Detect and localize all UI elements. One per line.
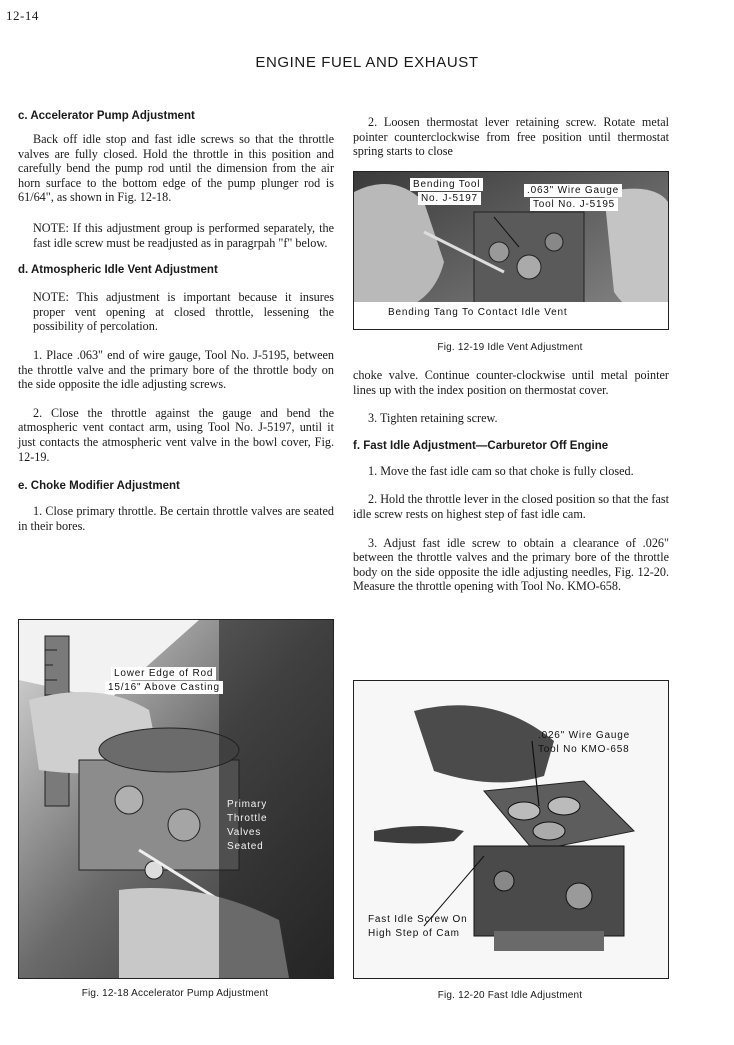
section-e-heading: e. Choke Modifier Adjustment — [18, 480, 180, 493]
fig18-label-above-casting: 15/16" Above Casting — [105, 681, 223, 694]
figure-12-19-photo — [353, 171, 669, 330]
figure-12-18-photo — [18, 619, 334, 979]
fig20-label-tool-number: Tool No KMO-658 — [538, 744, 630, 755]
figure-12-20-photo — [353, 680, 669, 979]
section-f-step-3: 3. Adjust fast idle screw to obtain a clearance of .026" between the throttle valves and the primary bore of the throttle body on the side opposite the idle adjusting needles, Fig. 12-20. Measure the throttle opening with Tool No. KMO-658. — [353, 535, 669, 594]
fig18-label-lower-edge: Lower Edge of Rod — [111, 667, 216, 680]
right-column-bottom — [353, 368, 669, 606]
section-e-step-1: 1. Close primary throttle. Be certain throttle valves are seated in their bores. — [18, 504, 334, 533]
fig18-label-seated: Seated — [227, 841, 264, 852]
right-column-top — [353, 115, 669, 171]
fig19-label-wire-gauge: .063" Wire Gauge — [524, 184, 622, 197]
section-c-note: NOTE: If this adjustment group is performed separately, the fast idle screw must be readjusted as in paragrpah "f" below. — [33, 220, 334, 250]
fig18-label-throttle: Throttle — [227, 813, 268, 824]
fig20-label-high-step: High Step of Cam — [368, 928, 460, 939]
section-f-heading: f. Fast Idle Adjustment—Carburetor Off Engine — [353, 439, 609, 452]
section-f-step-1: 1. Move the fast idle cam so that choke is fully closed. — [368, 463, 634, 478]
section-d-note: NOTE: This adjustment is important because it insures proper vent opening at closed throttle, lessening the possibility of percolation. — [33, 290, 334, 334]
section-d-step-2: 2. Close the throttle against the gauge and bend the atmospheric vent contact arm, using Tool No. J-5197, until it just contacts the atmospheric vent valve in the bowl cover, Fig. 12-19. — [18, 405, 334, 464]
fig19-label-gauge-tool: Tool No. J-5195 — [530, 198, 618, 211]
section-f-step-2: 2. Hold the throttle lever in the closed position so that the fast idle screw rests on highest step of fast idle cam. — [353, 492, 669, 521]
section-e-step-2: 2. Loosen thermostat lever retaining screw. Rotate metal pointer counterclockwise from free position until thermostat spring starts to close — [353, 115, 669, 159]
fig20-label-wire-gauge: .026" Wire Gauge — [538, 730, 630, 741]
fig19-label-bending-tool: Bending Tool — [410, 178, 483, 191]
page-number: 12-14 — [6, 8, 39, 23]
section-e-step-3: 3. Tighten retaining screw. — [368, 411, 498, 426]
section-d-step-1: 1. Place .063" end of wire gauge, Tool No. J-5195, between the throttle valve and the primary bore of the throttle body on the side opposite the idle adjusting screws. — [18, 347, 334, 392]
fig19-label-bending-tang: Bending Tang To Contact Idle Vent — [388, 307, 568, 318]
figure-12-20-caption: Fig. 12-20 Fast Idle Adjustment — [437, 990, 583, 1001]
fig19-label-tool-number: No. J-5197 — [418, 192, 481, 205]
section-c-paragraph: Back off idle stop and fast idle screws so that the throttle valves are fully closed. Hold the throttle in this position and carefully bend the pump rod until the dimension from the air horn surface to the bottom edge of the pump plunger rod is 61/64", as shown in Fig. 12-18. — [18, 132, 334, 205]
fig20-label-fast-idle-screw: Fast Idle Screw On — [368, 914, 468, 925]
left-column — [18, 110, 334, 545]
fig18-label-valves: Valves — [227, 827, 262, 838]
section-d-heading: d. Atmospheric Idle Vent Adjustment — [18, 264, 218, 277]
figure-12-19-caption: Fig. 12-19 Idle Vent Adjustment — [437, 342, 583, 353]
section-c-heading: c. Accelerator Pump Adjustment — [18, 110, 195, 122]
section-e-step-2-continued: choke valve. Continue counter-clockwise until metal pointer lines up with the index position on thermostat cover. — [353, 368, 669, 397]
fig18-label-primary: Primary — [227, 799, 268, 810]
figure-12-18-caption: Fig. 12-18 Accelerator Pump Adjustment — [81, 988, 269, 999]
page-title: ENGINE FUEL AND EXHAUST — [255, 54, 479, 71]
